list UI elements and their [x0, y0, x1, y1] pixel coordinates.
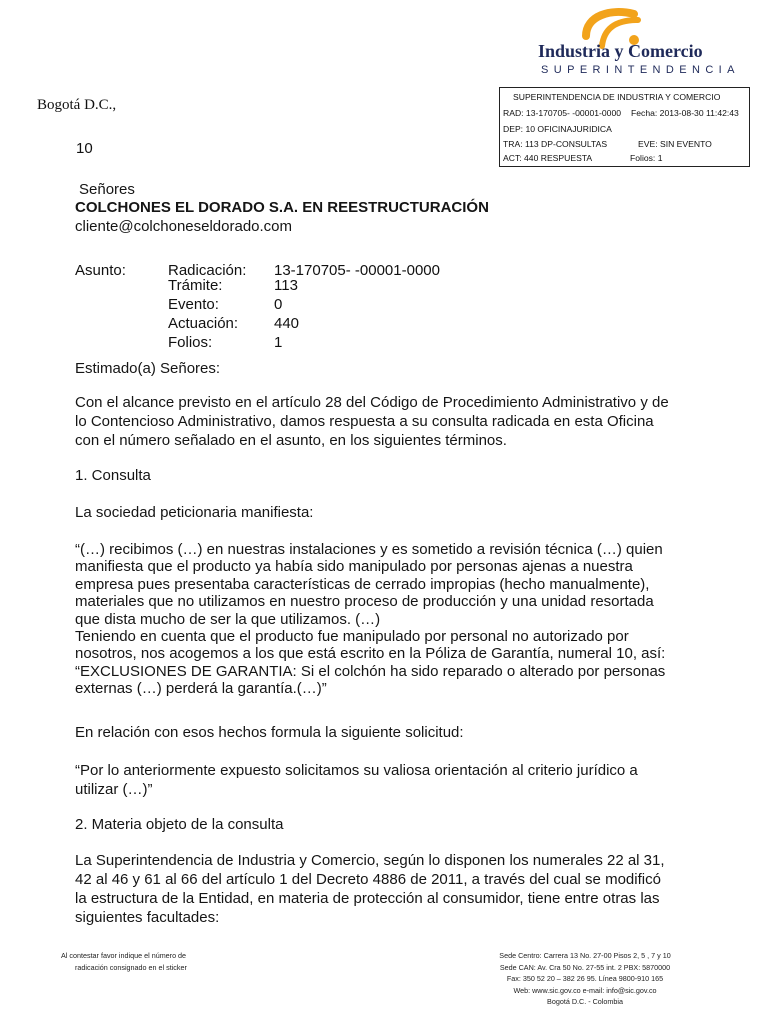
asunto-label-radicacion: Radicación:	[168, 262, 247, 279]
quote-line: manifiesta que el producto ya había sido manipulado por personas ajenas a nuestra	[75, 558, 633, 576]
footer-address-line: Fax: 350 52 20 – 382 26 95. Línea 9800-910 165	[506, 974, 664, 984]
addressee-company: COLCHONES EL DORADO S.A. EN REESTRUCTURACIÓN	[75, 199, 489, 216]
sticker-tra: TRA: 113 DP-CONSULTAS	[503, 139, 608, 149]
sticker-title: SUPERINTENDENCIA DE INDUSTRIA Y COMERCIO	[513, 92, 721, 102]
quote-line: Teniendo en cuenta que el producto fue manipulado por personal no autorizado por	[75, 628, 629, 646]
addressee-email: cliente@colchoneseldorado.com	[75, 218, 293, 235]
footer-address-line: Sede CAN: Av. Cra 50 No. 27-55 int. 2 PBX: 5870000	[499, 962, 671, 972]
asunto-value-radicacion: 13-170705- -00001-0000	[274, 262, 440, 279]
asunto-value-tramite: 113	[274, 277, 298, 294]
body-line: siguientes facultades:	[75, 909, 220, 926]
petitioner-line: La sociedad peticionaria manifiesta:	[75, 504, 314, 521]
section2-title: 2. Materia objeto de la consulta	[75, 816, 284, 833]
quote-line: materiales que no utilizamos en nuestro proceso de producción y una unidad resortada	[75, 593, 654, 611]
footer-address	[480, 950, 690, 1008]
quote-line: externas (…) perderá la garantía.(…)”	[75, 680, 327, 698]
quote-line: empresa pues presentaba características de cerrado impropias (hecho manualmente),	[75, 575, 650, 593]
body-line: La Superintendencia de Industria y Comercio, según lo disponen los numerales 22 al 31,	[75, 852, 665, 869]
asunto-label-folios: Folios:	[168, 334, 213, 351]
intro-paragraph	[75, 393, 675, 450]
quote-line: “EXCLUSIONES DE GARANTIA: Si el colchón ha sido reparado o alterado por personas	[75, 662, 666, 680]
logo-title: Industria y Comercio	[538, 41, 703, 61]
quote-request	[75, 761, 675, 799]
footer-address-line: Web: www.sic.gov.co e-mail: info@sic.gov.co	[513, 985, 657, 995]
asunto-value-evento: 0	[274, 296, 283, 313]
letter-number: 10	[76, 140, 93, 157]
intro-line: lo Contencioso Administrativo, damos respuesta a su consulta radicada en esta Oficina	[75, 413, 654, 430]
asunto-label: Asunto:	[75, 262, 126, 279]
footer-address-line: Bogotá D.C. - Colombia	[547, 997, 623, 1007]
quote-line: utilizar (…)”	[75, 781, 153, 798]
quote-petitioner	[75, 541, 675, 698]
sticker-folios: Folios: 1	[630, 153, 663, 163]
section1-title: 1. Consulta	[75, 467, 151, 484]
body-line: 42 al 46 y 61 al 66 del artículo 1 del Decreto 4886 de 2011, a través del cual se modificó	[75, 871, 661, 888]
quote-line: “(…) recibimos (…) en nuestras instalaciones y es sometido a revisión técnica (…) quien	[75, 541, 663, 558]
section2-body	[75, 851, 675, 927]
quote-line: nosotros, nos acogemos a los que está escrito en la Póliza de Garantía, numeral 10, así:	[75, 645, 666, 663]
intro-line: con el número señalado en el asunto, en los siguientes términos.	[75, 432, 507, 449]
sticker-act: ACT: 440 RESPUESTA	[503, 153, 593, 163]
body-line: la estructura de la Entidad, en materia de protección al consumidor, tiene entre otras las	[75, 890, 660, 907]
quote-line: “Por lo anteriormente expuesto solicitamos su valiosa orientación al criterio jurídico a	[75, 762, 638, 779]
letter-city: Bogotá D.C.,	[37, 97, 117, 113]
logo-subtitle: SUPERINTENDENCIA	[541, 64, 740, 76]
radication-sticker	[499, 87, 750, 167]
request-intro: En relación con esos hechos formula la siguiente solicitud:	[75, 724, 464, 741]
intro-line: Con el alcance previsto en el artículo 28 del Código de Procedimiento Administrativo y de	[75, 394, 669, 411]
asunto-label-actuacion: Actuación:	[168, 315, 239, 332]
footer-note-line1: Al contestar favor indique el número de	[61, 951, 187, 960]
footer-note-line2: radicación consignado en el sticker	[75, 963, 187, 972]
addressee-greeting: Señores	[79, 181, 135, 198]
asunto-value-folios: 1	[274, 334, 283, 351]
salutation: Estimado(a) Señores:	[75, 360, 221, 377]
sticker-eve: EVE: SIN EVENTO	[638, 139, 712, 149]
footer-address-line: Sede Centro: Carrera 13 No. 27-00 Pisos 2, 5 , 7 y 10	[499, 951, 671, 960]
asunto-value-actuacion: 440	[274, 315, 300, 332]
quote-line: que dista mucho de ser la que utilizamos. (…)	[75, 610, 381, 628]
sticker-rad: RAD: 13-170705- -00001-0000	[503, 108, 622, 118]
asunto-label-evento: Evento:	[168, 296, 219, 313]
asunto-label-tramite: Trámite:	[168, 277, 223, 294]
sticker-fecha: Fecha: 2013-08-30 11:42:43	[631, 108, 739, 118]
sticker-dep: DEP: 10 OFICINAJURIDICA	[503, 124, 612, 134]
